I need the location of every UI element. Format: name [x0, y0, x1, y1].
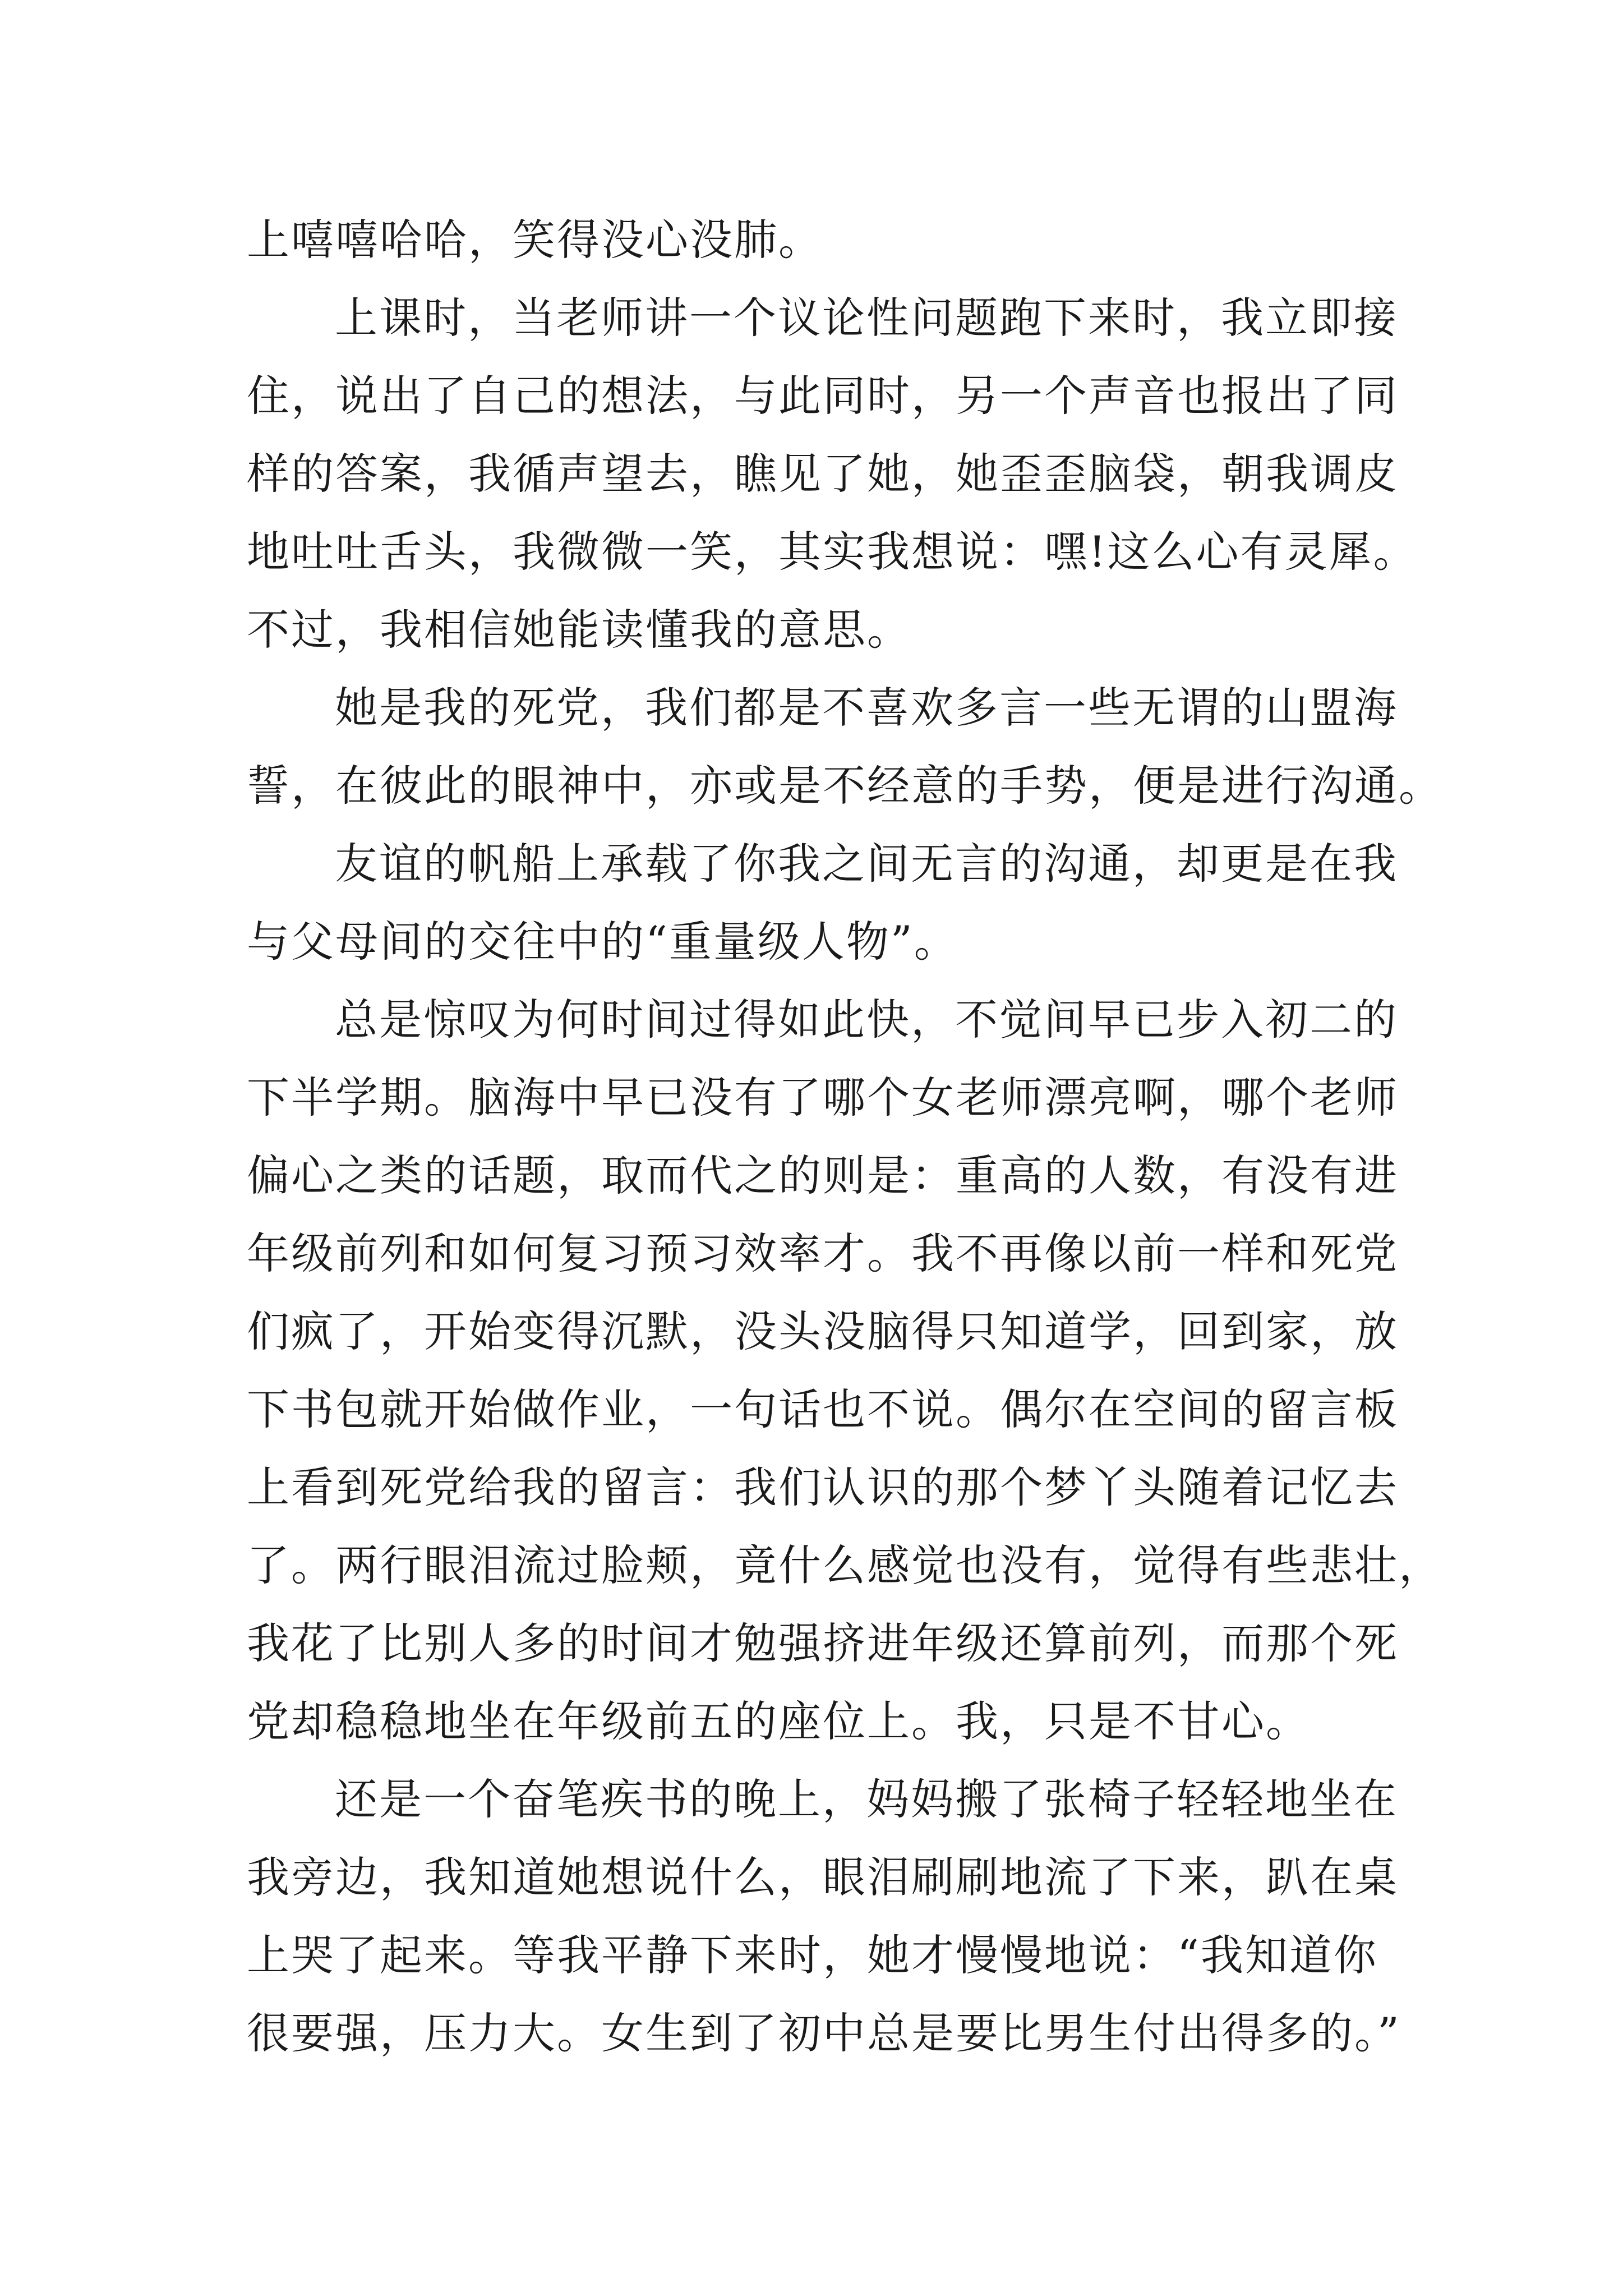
text-line-14: 年级前列和如何复习预习效率才。我不再像以前一样和死党 [247, 1228, 1399, 1278]
text-line-8: 誓，在彼此的眼神中，亦或是不经意的手势，便是进行沟通。 [247, 761, 1443, 811]
text-line-4: 样的答案，我循声望去，瞧见了她，她歪歪脑袋，朝我调皮 [247, 449, 1399, 499]
paragraph-line-3: 友谊的帆船上承载了你我之间无言的沟通，却更是在我 [335, 839, 1398, 889]
text-line-18: 了。两行眼泪流过脸颊，竟什么感觉也没有，觉得有些悲壮， [247, 1540, 1443, 1590]
text-line-5: 地吐吐舌头，我微微一笑，其实我想说：嘿!这么心有灵犀。 [247, 527, 1418, 577]
text-line-15: 们疯了，开始变得沉默，没头没脑得只知道学，回到家，放 [247, 1306, 1399, 1356]
text-line-1: 上嘻嘻哈哈，笑得没心没肺。 [247, 215, 823, 265]
text-line-6: 不过，我相信她能读懂我的意思。 [247, 605, 911, 655]
paragraph-line-1: 上课时，当老师讲一个议论性问题跑下来时，我立即接 [335, 293, 1398, 343]
text-line-23: 上哭了起来。等我平静下来时，她才慢慢地说：“我知道你 [247, 1930, 1378, 1980]
text-line-12: 下半学期。脑海中早已没有了哪个女老师漂亮啊，哪个老师 [247, 1073, 1399, 1122]
text-line-17: 上看到死党给我的留言：我们认识的那个梦丫头随着记忆去 [247, 1462, 1399, 1512]
text-line-22: 我旁边，我知道她想说什么，眼泪刷刷地流了下来，趴在桌 [247, 1852, 1399, 1902]
text-line-16: 下书包就开始做作业，一句话也不说。偶尔在空间的留言板 [247, 1384, 1399, 1434]
text-line-13: 偏心之类的话题，取而代之的则是：重高的人数，有没有进 [247, 1151, 1399, 1200]
paragraph-line-4: 总是惊叹为何时间过得如此快，不觉间早已步入初二的 [335, 995, 1398, 1045]
text-line-3: 住，说出了自己的想法，与此同时，另一个声音也报出了同 [247, 371, 1399, 421]
paragraph-line-2: 她是我的死党，我们都是不喜欢多言一些无谓的山盟海 [335, 683, 1398, 733]
paragraph-line-5: 还是一个奋笔疾书的晚上，妈妈搬了张椅子轻轻地坐在 [335, 1774, 1398, 1824]
text-line-10: 与父母间的交往中的“重量级人物”。 [247, 917, 958, 967]
text-line-19: 我花了比别人多的时间才勉强挤进年级还算前列，而那个死 [247, 1618, 1399, 1668]
text-line-20: 党却稳稳地坐在年级前五的座位上。我，只是不甘心。 [247, 1696, 1310, 1746]
text-line-24: 很要强，压力大。女生到了初中总是要比男生付出得多的。” [247, 2008, 1401, 2058]
